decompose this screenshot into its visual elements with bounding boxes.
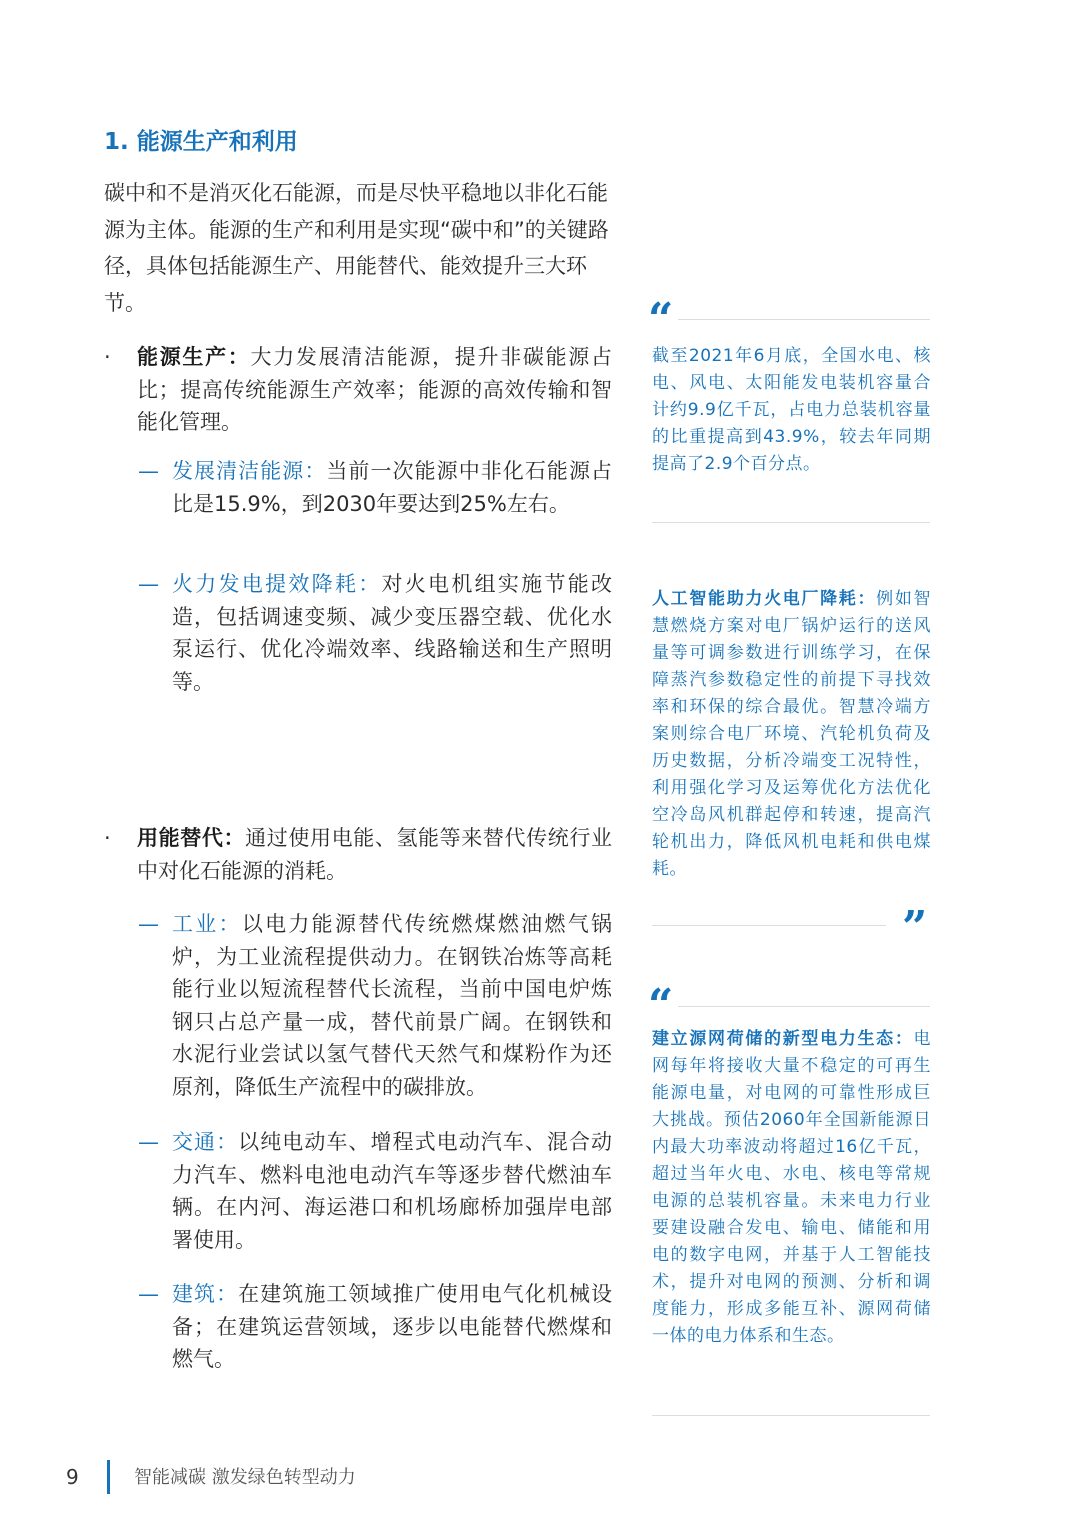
sidebar-eco-key: 建立源网荷储的新型电力生态： [652,1029,914,1049]
dash-marker: — [138,1282,159,1306]
sub-item-clean-energy [138,455,618,520]
sub-item-thermal-power [138,568,618,698]
bullet-text [137,341,612,439]
sub-item-body: 当前一次能源中非化石能源占比是15.9%，到2030年要达到25%左右。 [172,459,613,516]
bullet-body: 通过使用电能、氢能等来替代传统行业中对化石能源的消耗。 [137,826,613,883]
footer-divider [107,1460,110,1494]
section-title: 1. 能源生产和利用 [104,129,298,155]
bullet-text [137,822,612,887]
sub-item-key: 发展清洁能源： [172,459,327,483]
sub-item-key: 工业： [172,912,242,936]
divider [652,925,886,926]
sub-item-body: 对火电机组实施节能改造，包括调速变频、减少变压器空载、优化水泵运行、优化冷端效率、线路输送和生产照明等。 [172,572,612,694]
sub-item-body: 以纯电动车、增程式电动汽车、混合动力汽车、燃料电池电动汽车等逐步替代燃油车辆。在内河、海运港口和机场廊桥加强岸电部署使用。 [172,1130,613,1252]
close-quote-icon: ” [902,902,928,953]
intro-paragraph: 碳中和不是消灭化石能源，而是尽快平稳地以非化石能源为主体。能源的生产和利用是实现“碳中和”的关键路径，具体包括能源生产、用能替代、能效提升三大环节。 [104,181,609,316]
sub-item-body: 在建筑施工领域推广使用电气化机械设备；在建筑运营领域，逐步以电能替代燃煤和燃气。 [172,1282,613,1371]
sub-item-key: 建筑： [172,1282,239,1306]
divider [652,522,930,523]
footer-title: 智能减碳 激发绿色转型动力 [134,1467,356,1488]
bullet-marker: · [104,345,111,369]
dash-marker: — [138,459,159,483]
divider [678,1006,930,1007]
sub-item-body: 以电力能源替代传统燃煤燃油燃气锅炉，为工业流程提供动力。在钢铁冶炼等高耗能行业以短流程替代长流程，当前中国电炉炼钢只占总产量一成，替代前景广阔。在钢铁和水泥行业尝试以氢气替代天然气和煤粉作为还原剂，降低生产流程中的碳排放。 [172,912,613,1099]
sidebar-ai-key: 人工智能助力火电厂降耗： [652,589,877,609]
bullet-body: 大力发展清洁能源，提升非碳能源占比；提高传统能源生产效率；能源的高效传输和智能化管理。 [137,345,612,434]
sidebar-eco-note [652,1026,931,1350]
sidebar-ai-body: 例如智慧燃烧方案对电厂锅炉运行的送风量等可调参数进行训练学习，在保障蒸汽参数稳定性的前提下寻找效率和环保的综合最优。智慧冷端方案则综合电厂环境、汽轮机负荷及历史数据，分析冷端变工况特性，利用强化学习及运筹优化方法优化空冷岛风机群起停和转速，提高汽轮机出力，降低风机电耗和供电煤耗。 [652,589,932,879]
bullet-key: 用能替代： [137,826,246,850]
sidebar-ai-note [652,586,931,883]
divider [678,319,930,320]
page-number: 9 [66,1465,79,1489]
sub-item-key: 交通： [172,1130,239,1154]
sub-item-transport [138,1126,618,1256]
sidebar-stat: 截至2021年6月底，全国水电、核电、风电、太阳能发电装机容量合计约9.9亿千瓦，占电力总装机容量的比重提高到43.9%，较去年同期提高了2.9个百分点。 [652,346,931,474]
open-quote-icon: “ [648,980,674,1031]
open-quote-icon: “ [648,294,674,345]
bullet-energy-substitution [104,822,624,887]
sub-item-industry [138,908,618,1103]
dash-marker: — [138,912,159,936]
bullet-marker: · [104,826,111,850]
sub-item-building [138,1278,618,1376]
sub-item-key: 火力发电提效降耗： [172,572,382,596]
bullet-key: 能源生产： [137,345,251,369]
sidebar-eco-body: 电网每年将接收大量不稳定的可再生能源电量，对电网的可靠性形成巨大挑战。预估2060年全国新能源日内最大功率波动将超过16亿千瓦，超过当年火电、水电、核电等常规电源的总装机容量。未来电力行业要建设融合发电、输电、储能和用电的数字电网，并基于人工智能技术，提升对电网的预测、分析和调度能力，形成多能互补、源网荷储一体的电力体系和生态。 [652,1029,931,1346]
dash-marker: — [138,572,159,596]
bullet-energy-production [104,341,624,439]
divider [652,1415,930,1416]
dash-marker: — [138,1130,159,1154]
